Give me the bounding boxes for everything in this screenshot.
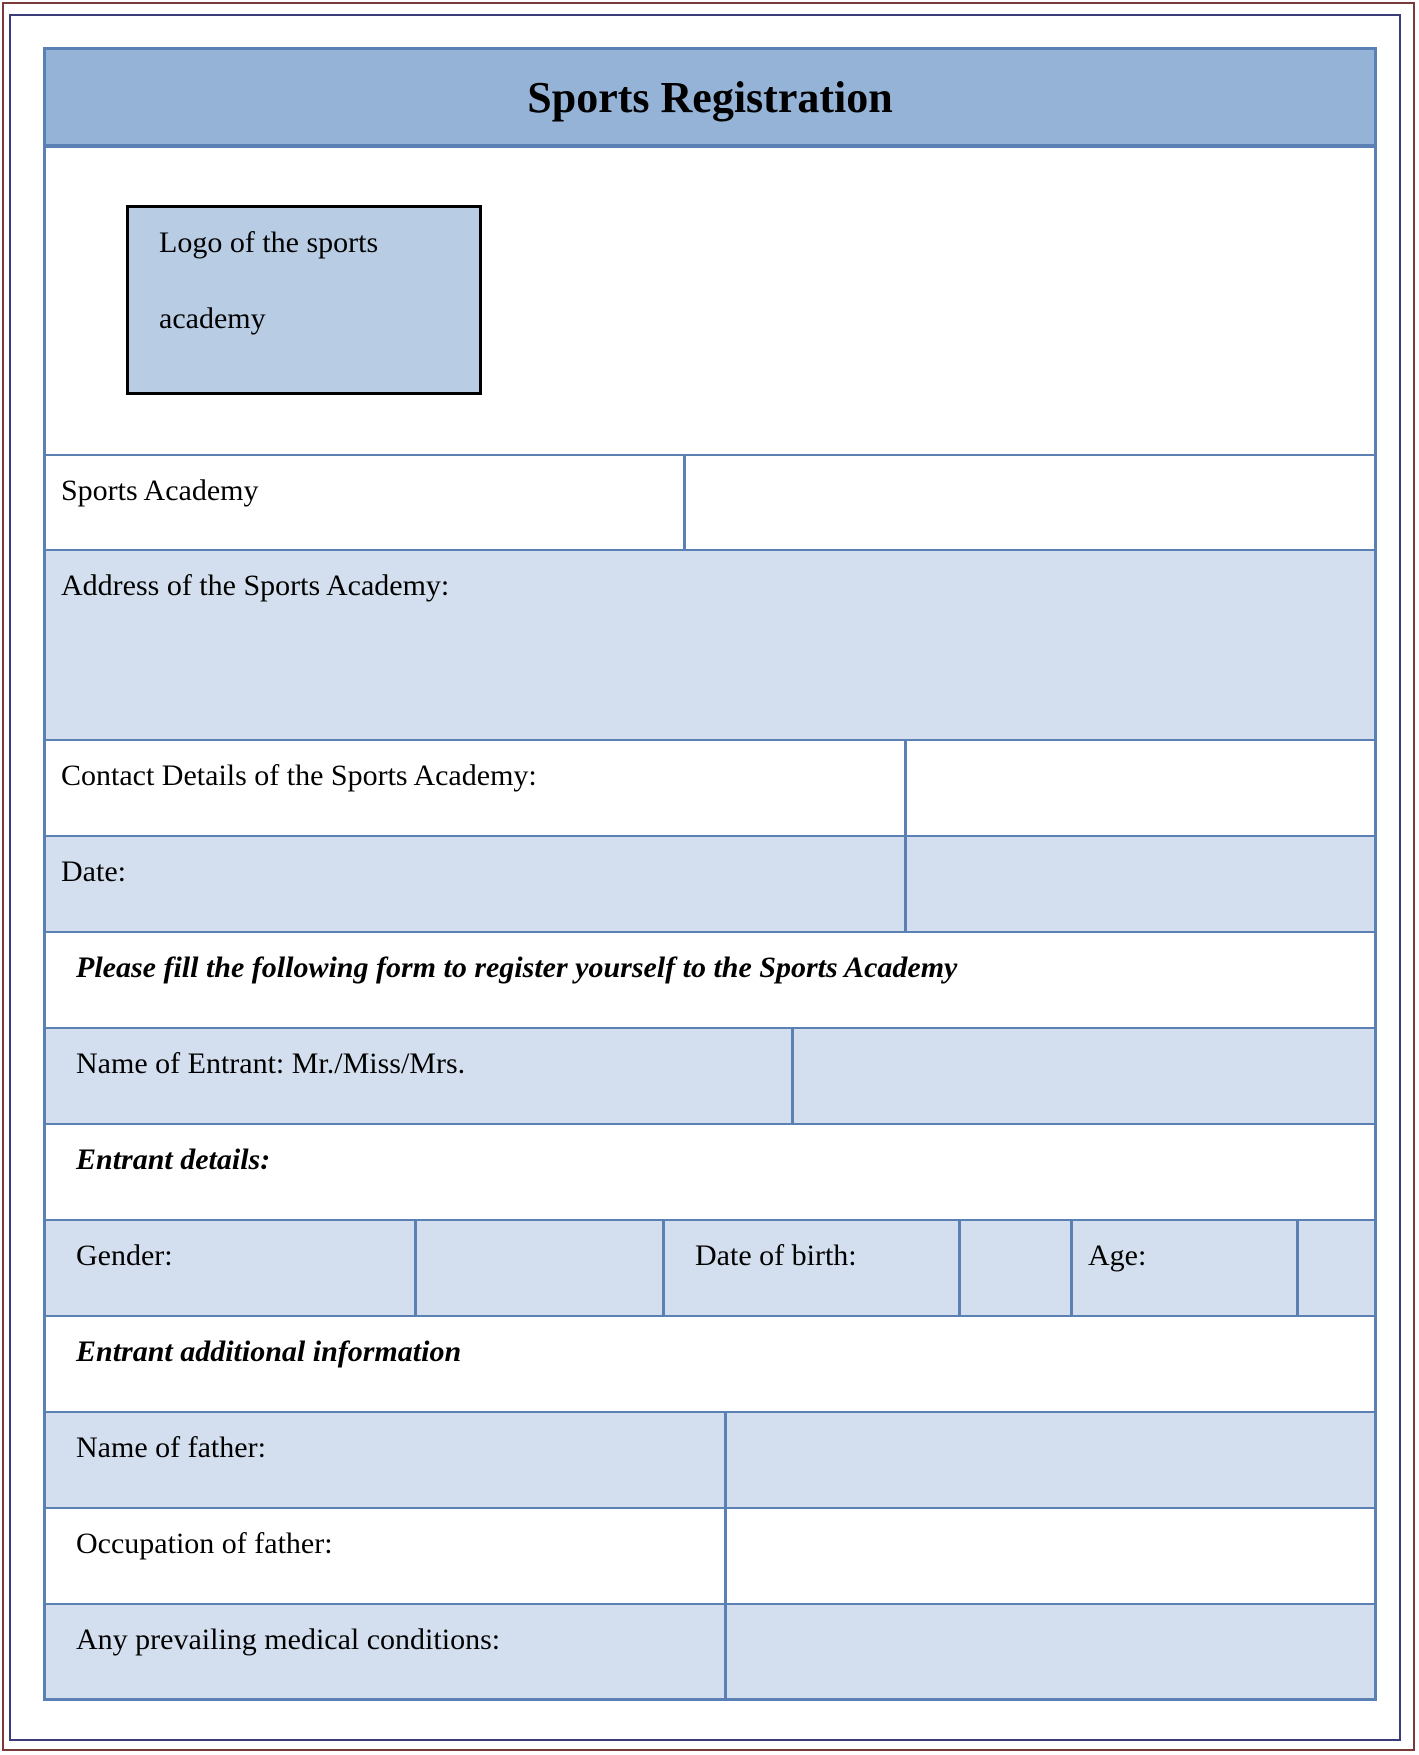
logo-text-line2: academy: [159, 302, 266, 335]
dob-label: Date of birth:: [695, 1239, 857, 1272]
form-title: Sports Registration: [46, 50, 1374, 148]
father-occupation-field[interactable]: [724, 1509, 1374, 1603]
instruction-text: Please fill the following form to register yourself to the Sports Academy: [76, 951, 958, 984]
additional-info-heading: Entrant additional information: [76, 1335, 462, 1368]
row-medical: [46, 1603, 1374, 1698]
logo-text-line1: Logo of the sports: [159, 226, 379, 259]
medical-label: Any prevailing medical conditions:: [76, 1623, 501, 1656]
logo-placeholder: [126, 205, 482, 395]
father-occupation-label: Occupation of father:: [76, 1527, 333, 1560]
entrant-name-label: Name of Entrant: Mr./Miss/Mrs.: [76, 1047, 466, 1080]
row-gender-dob-age: [46, 1219, 1374, 1315]
row-entrant-details: [46, 1123, 1374, 1219]
gender-label: Gender:: [76, 1239, 173, 1272]
row-father-name: [46, 1411, 1374, 1507]
father-name-field[interactable]: [724, 1413, 1374, 1507]
registration-form: [43, 47, 1377, 1701]
date-field[interactable]: [904, 837, 1374, 931]
father-name-label: Name of father:: [76, 1431, 266, 1464]
gender-field[interactable]: [414, 1221, 662, 1315]
dob-field[interactable]: [958, 1221, 1070, 1315]
sports-academy-field[interactable]: [683, 456, 1374, 549]
date-label: Date:: [61, 855, 126, 888]
age-field[interactable]: [1296, 1221, 1374, 1315]
row-contact: [46, 739, 1374, 835]
row-date: [46, 835, 1374, 931]
entrant-name-field[interactable]: [791, 1029, 1374, 1123]
row-entrant-name: [46, 1027, 1374, 1123]
dob-label-cell: [662, 1221, 958, 1315]
contact-field[interactable]: [904, 741, 1374, 835]
medical-field[interactable]: [724, 1605, 1374, 1698]
row-sports-academy: [46, 454, 1374, 549]
row-additional-info: [46, 1315, 1374, 1411]
address-label: Address of the Sports Academy:: [61, 569, 450, 602]
contact-label: Contact Details of the Sports Academy:: [61, 759, 537, 792]
entrant-details-heading: Entrant details:: [76, 1143, 271, 1176]
sports-academy-label: Sports Academy: [61, 474, 259, 507]
row-address: [46, 549, 1374, 739]
age-label: Age:: [1088, 1239, 1147, 1272]
row-father-occupation: [46, 1507, 1374, 1603]
row-instruction: [46, 931, 1374, 1027]
age-label-cell: [1070, 1221, 1296, 1315]
